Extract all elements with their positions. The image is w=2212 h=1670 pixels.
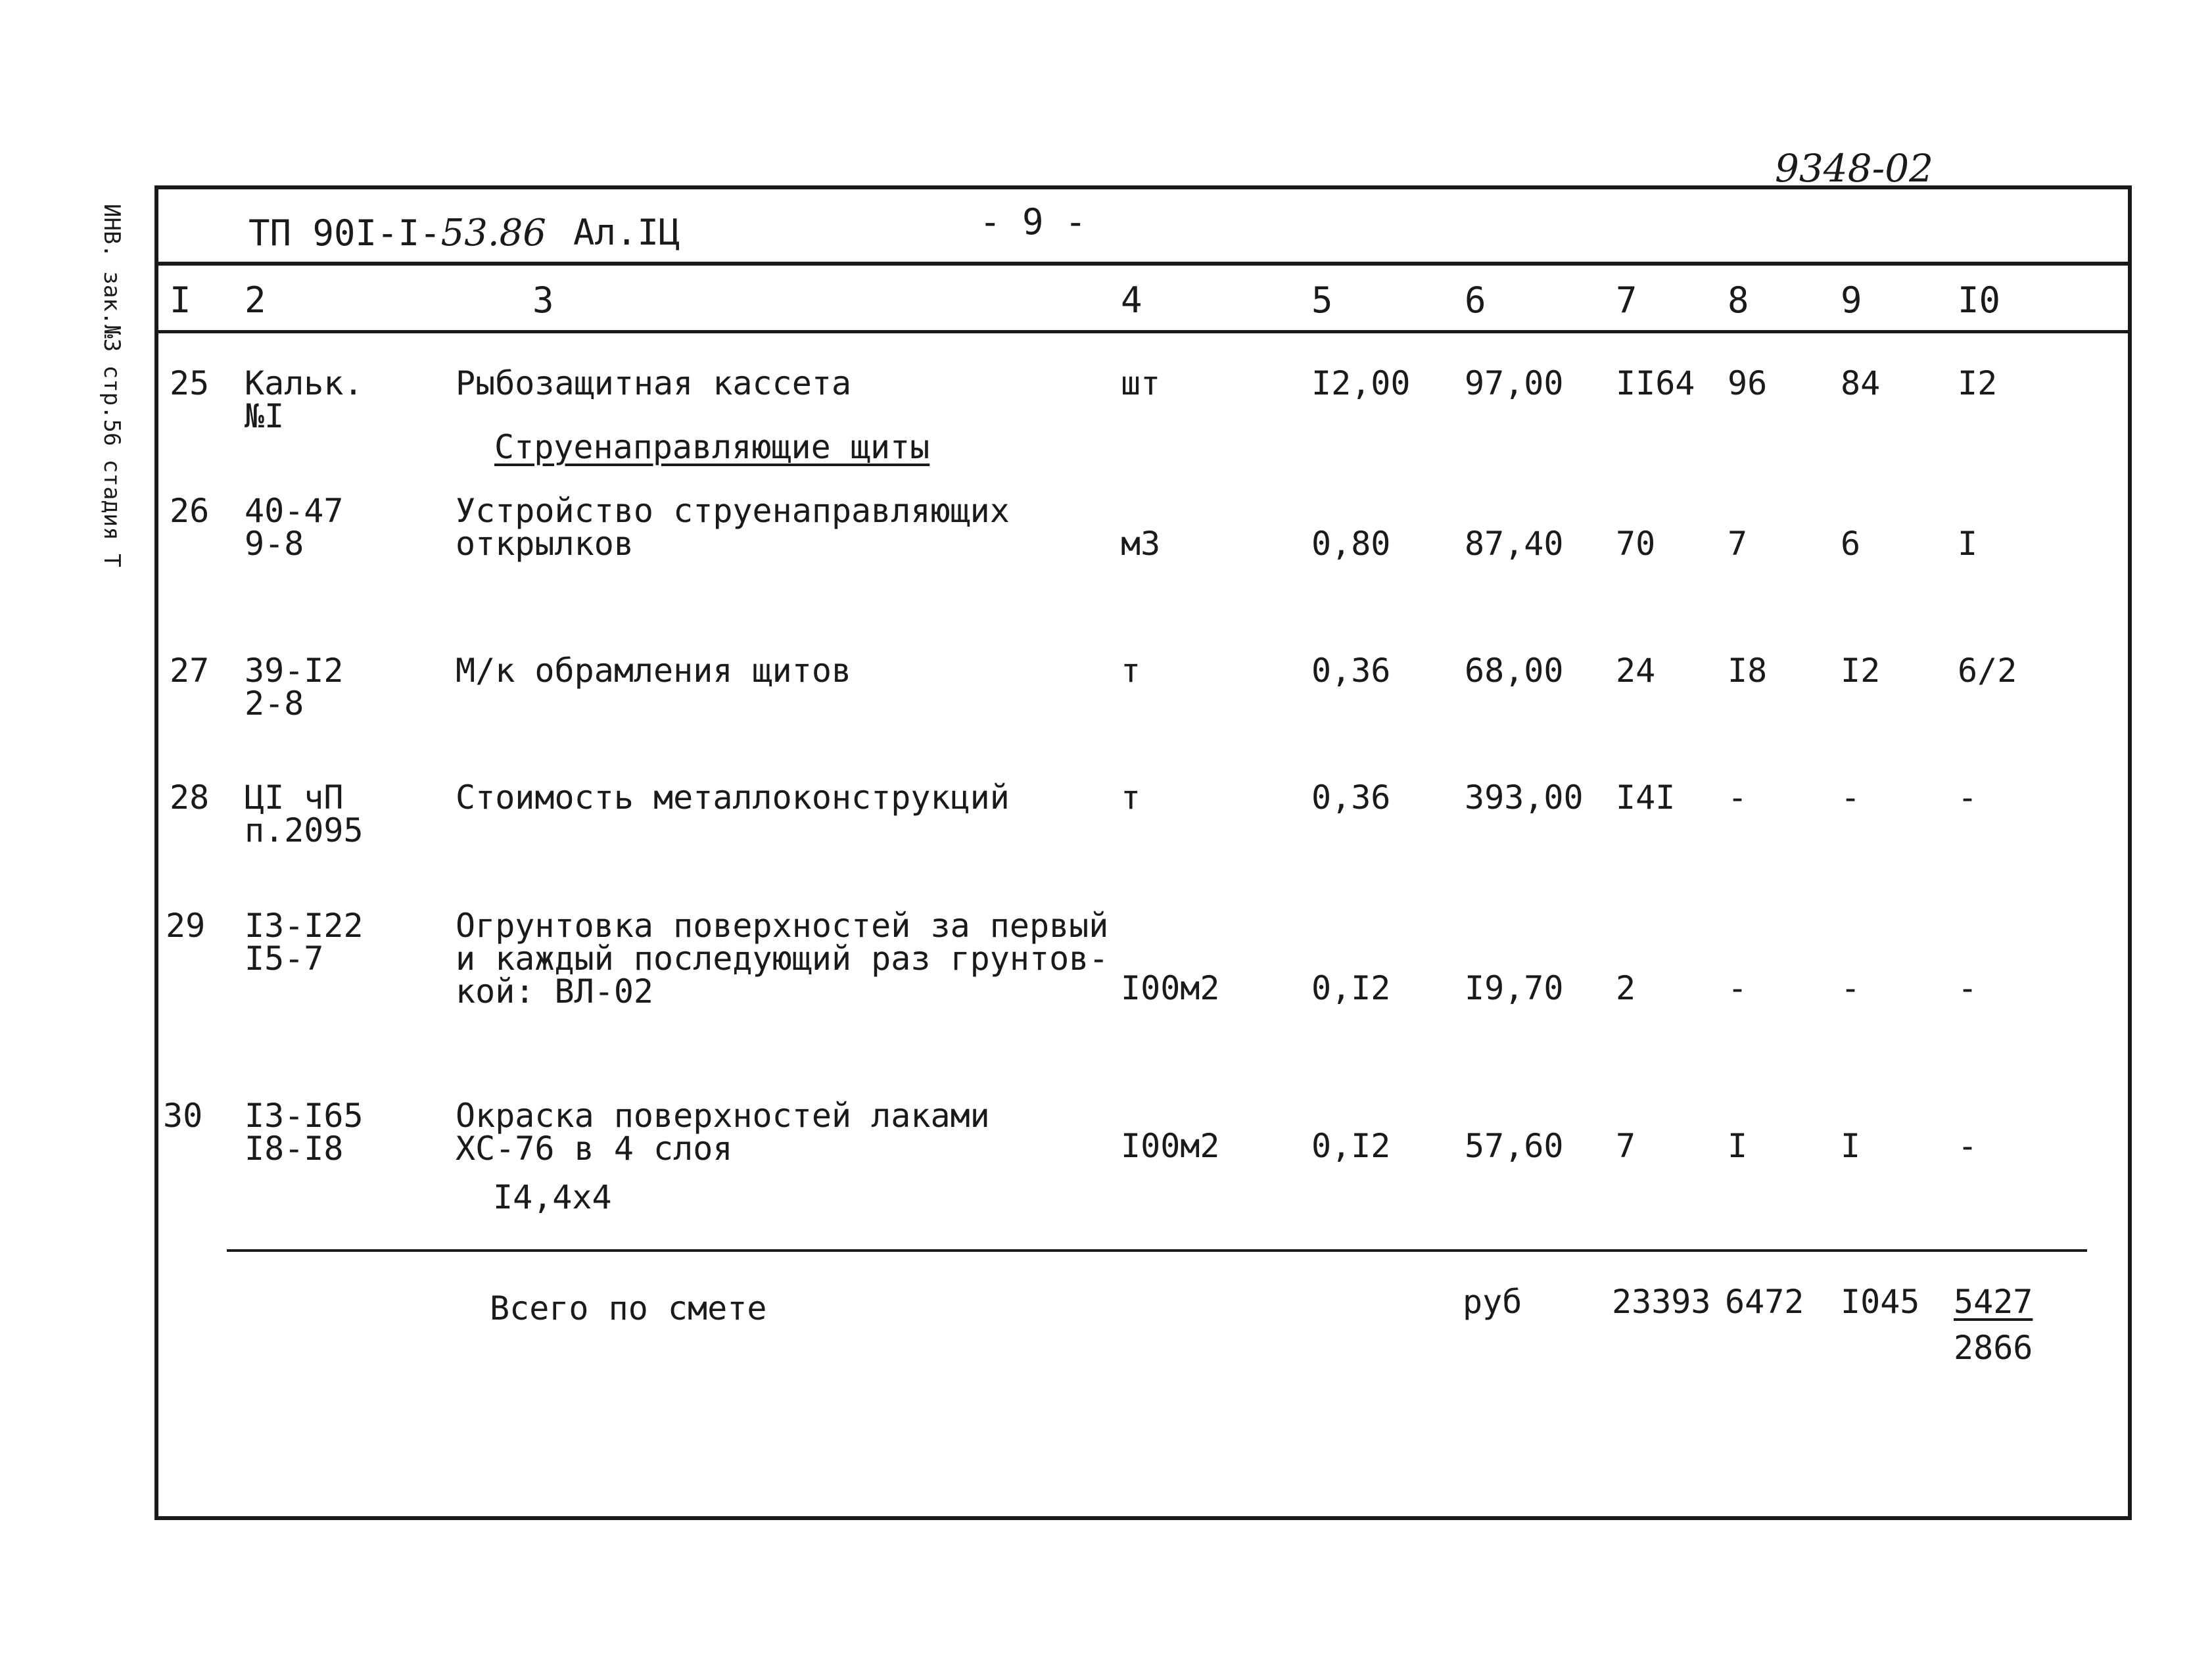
row-number: 25 <box>170 364 210 402</box>
column-header: 7 <box>1616 279 1637 321</box>
row-price: 68,00 <box>1465 652 1564 690</box>
row-quantity: 0,80 <box>1311 525 1391 563</box>
row-col7: 7 <box>1616 1127 1636 1165</box>
row-ref-line: I5-7 <box>245 940 324 978</box>
row-unit: м3 <box>1121 525 1161 563</box>
row-ref <box>245 778 364 849</box>
row-ref <box>245 1097 364 1168</box>
row-col7: 2 <box>1616 969 1636 1007</box>
row-ref-line: 39-I2 <box>245 652 344 690</box>
total-label: Всего по смете <box>490 1289 767 1327</box>
row-unit: т <box>1121 778 1141 817</box>
column-header: 5 <box>1311 279 1333 321</box>
total-col7: 23393 <box>1612 1283 1711 1321</box>
row-description-line: Стоимость металлоконструкций <box>456 778 1010 817</box>
row-description-line: Огрунтовка поверхностей за первый <box>456 907 1109 945</box>
row-ref <box>245 492 344 563</box>
section-title: Струенаправляющие щиты <box>494 428 930 466</box>
column-header: 8 <box>1728 279 1749 321</box>
row-price: 87,40 <box>1465 525 1564 563</box>
row-ref-line: 40-47 <box>245 492 344 530</box>
row-col9: 6 <box>1841 525 1861 563</box>
row-description <box>456 907 1109 1011</box>
row-col9: - <box>1841 969 1861 1007</box>
row-col9: I <box>1841 1127 1861 1165</box>
document-code <box>248 212 546 254</box>
document-code-prefix: ТП 90I-I- <box>248 212 441 254</box>
row-description <box>456 652 852 690</box>
stamp-number: 9348-02 <box>1775 146 1934 191</box>
row-note: I4,4x4 <box>493 1178 612 1216</box>
album-label: Ал.IЦ <box>573 212 680 253</box>
row-col10: - <box>1958 778 1978 817</box>
side-note: ИНВ. зак.№3 стр.56 стадия Т <box>99 204 125 567</box>
row-col10: I2 <box>1958 364 1998 402</box>
row-quantity: 0,I2 <box>1311 1127 1391 1165</box>
row-unit: шт <box>1121 364 1161 402</box>
row-ref <box>245 652 344 723</box>
total-col8: 6472 <box>1725 1283 1804 1321</box>
row-col7: II64 <box>1616 364 1695 402</box>
row-ref-line: I8-I8 <box>245 1130 344 1168</box>
total-unit: руб <box>1463 1283 1522 1321</box>
total-col10-top: 5427 <box>1954 1283 2033 1321</box>
document-code-hand: 53.86 <box>440 212 546 254</box>
row-description-line: М/к обрамления щитов <box>456 652 852 690</box>
row-ref-line: ЦI чП <box>245 778 344 817</box>
row-col8: - <box>1728 778 1748 817</box>
row-description <box>456 1097 990 1168</box>
column-header: 6 <box>1465 279 1486 321</box>
row-col7: I4I <box>1616 778 1676 817</box>
row-quantity: I2,00 <box>1311 364 1411 402</box>
row-description-line: Устройство струенаправляющих <box>456 492 1010 530</box>
row-unit: т <box>1121 652 1141 690</box>
row-price: 57,60 <box>1465 1127 1564 1165</box>
row-col8: 7 <box>1728 525 1748 563</box>
header-rule <box>154 262 2132 266</box>
row-description-line: Окраска поверхностей лаками <box>456 1097 990 1135</box>
column-header: 3 <box>532 279 554 321</box>
row-col7: 70 <box>1616 525 1656 563</box>
row-quantity: 0,36 <box>1311 652 1391 690</box>
row-description-line: открылков <box>456 525 634 563</box>
row-description <box>456 492 1010 563</box>
row-ref-line: п.2095 <box>245 811 364 849</box>
row-col7: 24 <box>1616 652 1656 690</box>
row-ref <box>245 907 364 978</box>
row-unit: I00м2 <box>1121 969 1220 1007</box>
row-description <box>456 778 1010 817</box>
row-col8: 96 <box>1728 364 1768 402</box>
row-col10: - <box>1958 1127 1978 1165</box>
row-quantity: 0,I2 <box>1311 969 1391 1007</box>
row-description-line: ХС-76 в 4 слоя <box>456 1130 733 1168</box>
row-number: 27 <box>170 652 210 690</box>
row-price: 393,00 <box>1465 778 1584 817</box>
row-ref <box>245 364 364 435</box>
row-price: 97,00 <box>1465 364 1564 402</box>
column-header: 4 <box>1121 279 1142 321</box>
row-unit: I00м2 <box>1121 1127 1220 1165</box>
row-col8: - <box>1728 969 1748 1007</box>
row-ref-line: 9-8 <box>245 525 304 563</box>
column-header: I <box>170 279 191 321</box>
row-col10: I <box>1958 525 1978 563</box>
row-ref-line: I3-I65 <box>245 1097 364 1135</box>
row-quantity: 0,36 <box>1311 778 1391 817</box>
row-ref-line: Кальк. <box>245 364 364 402</box>
row-col9: I2 <box>1841 652 1881 690</box>
row-number: 29 <box>166 907 206 945</box>
row-col9: - <box>1841 778 1861 817</box>
column-header: I0 <box>1958 279 2001 321</box>
row-number: 26 <box>170 492 210 530</box>
row-col8: I8 <box>1728 652 1768 690</box>
column-header: 9 <box>1841 279 1862 321</box>
row-ref-line: 2-8 <box>245 684 304 723</box>
total-rule <box>227 1249 2087 1252</box>
columns-rule <box>154 330 2132 333</box>
column-header: 2 <box>245 279 266 321</box>
row-number: 28 <box>170 778 210 817</box>
row-col8: I <box>1728 1127 1748 1165</box>
row-ref-line: №I <box>245 397 285 435</box>
row-description-line: кой: ВЛ-02 <box>456 972 654 1011</box>
row-col10: 6/2 <box>1958 652 2017 690</box>
total-col9: I045 <box>1841 1283 1920 1321</box>
row-description-line: и каждый последующий раз грунтов- <box>456 940 1109 978</box>
page-number: - 9 - <box>979 201 1087 243</box>
total-col10-bottom: 2866 <box>1954 1329 2033 1367</box>
row-ref-line: I3-I22 <box>245 907 364 945</box>
row-col9: 84 <box>1841 364 1881 402</box>
row-description-line: Рыбозащитная кассета <box>456 364 852 402</box>
row-price: I9,70 <box>1465 969 1564 1007</box>
row-number: 30 <box>163 1097 203 1135</box>
row-description <box>456 364 852 402</box>
row-col10: - <box>1958 969 1978 1007</box>
